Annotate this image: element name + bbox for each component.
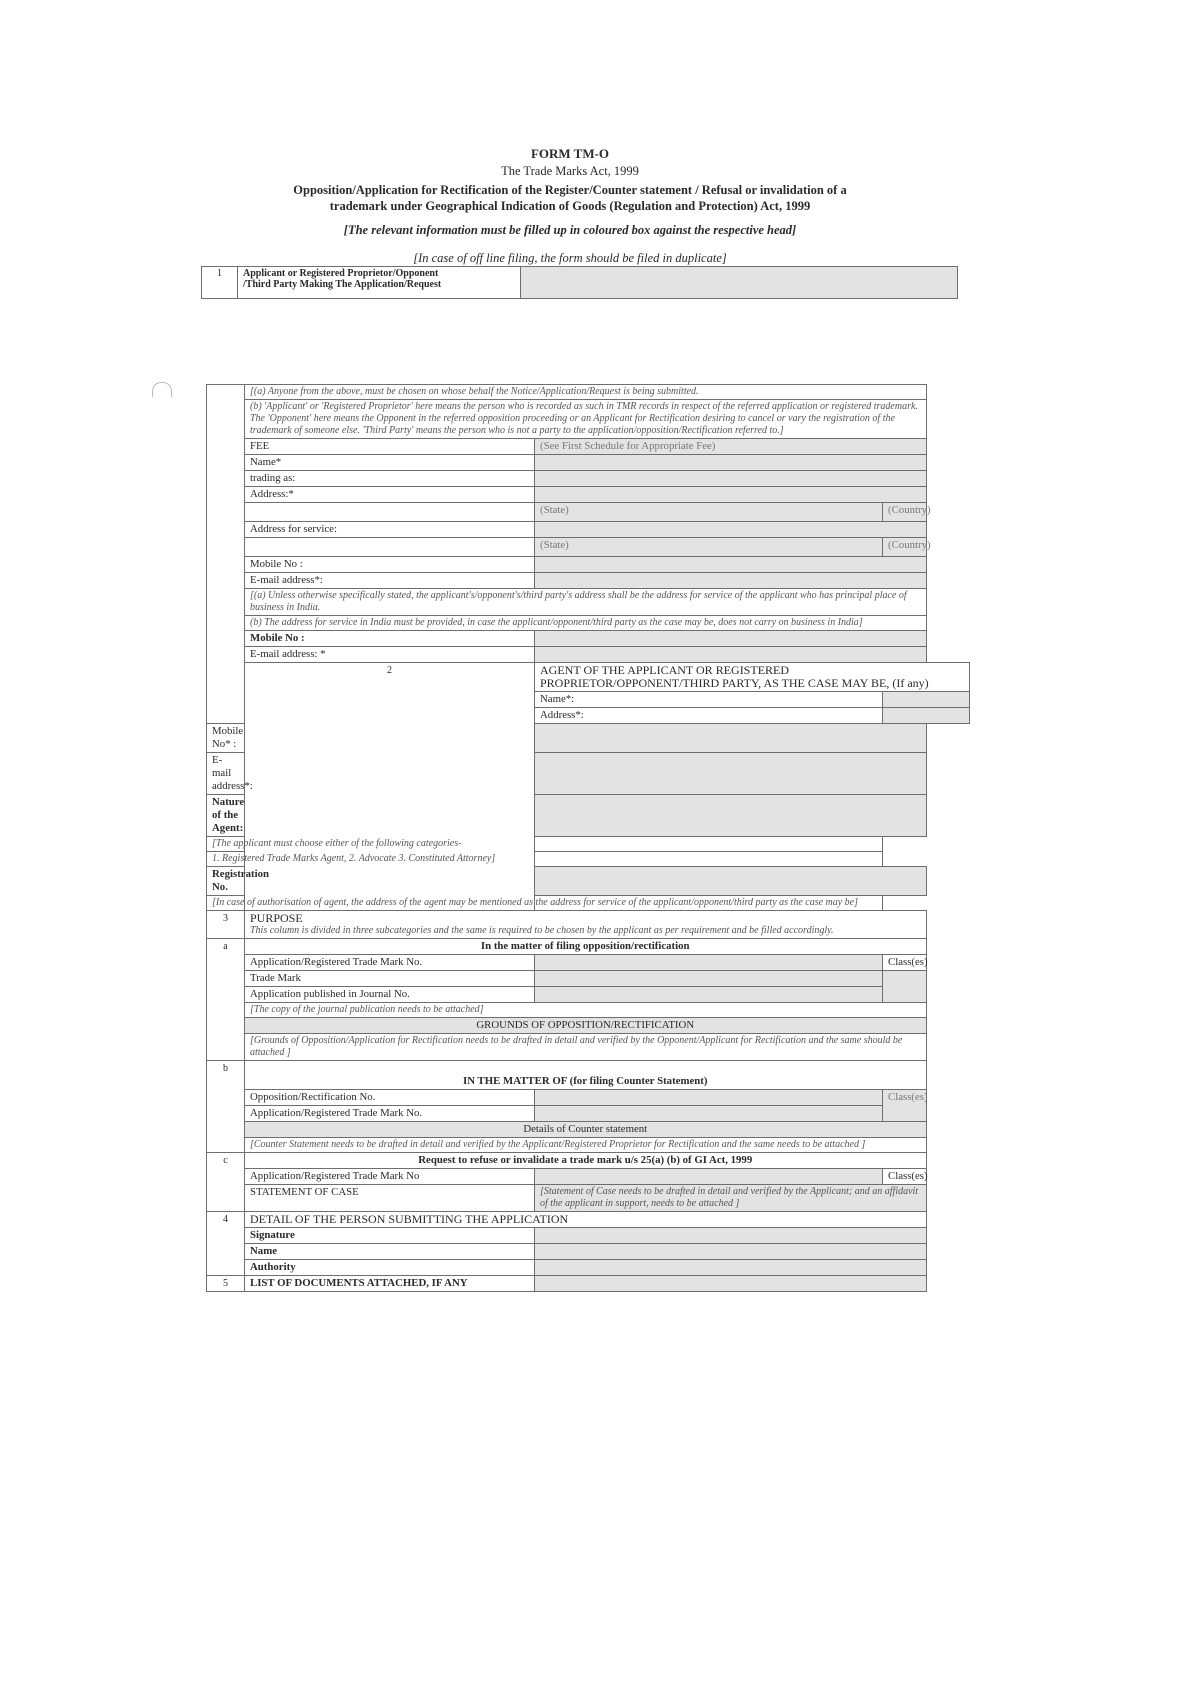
applicant-field[interactable] xyxy=(521,267,958,299)
applicant-label: Applicant or Registered Proprietor/Opponent /Third Party Making The Application/Request xyxy=(238,267,521,299)
section-3c-letter: c xyxy=(207,1153,245,1212)
journal-note: [The copy of the journal publication needs to be attached] xyxy=(245,1003,927,1018)
trading-as-label: trading as: xyxy=(245,471,535,487)
statement-label: STATEMENT OF CASE xyxy=(245,1185,535,1212)
address-field[interactable] xyxy=(535,487,927,503)
counter-opp-no-label: Opposition/Rectification No. xyxy=(245,1090,535,1106)
duplicate-filing-note: [In case of off line filing, the form should be filed in duplicate] xyxy=(413,251,727,265)
opp-app-no-label: Application/Registered Trade Mark No. xyxy=(245,955,535,971)
email-label: E-mail address*: xyxy=(245,573,535,589)
email2-field[interactable] xyxy=(535,647,927,663)
grounds-heading[interactable]: GROUNDS OF OPPOSITION/RECTIFICATION xyxy=(245,1018,927,1034)
opposition-heading: In the matter of filing opposition/rectification xyxy=(245,939,927,955)
agent-name-label: Name*: xyxy=(535,692,883,708)
scan-mark-icon xyxy=(152,382,172,397)
fee-label: FEE xyxy=(245,439,535,455)
purpose-title: PURPOSE xyxy=(250,911,303,925)
counter-details-heading[interactable]: Details of Counter statement xyxy=(245,1122,927,1138)
agent-categories: 1. Registered Trade Marks Agent, 2. Advocate 3. Constituted Attorney] xyxy=(207,852,883,867)
agent-registration-note: [In case of authorisation of agent, the address of the agent may be mentioned as the address for service of the applicant/opponent/third party as the case may be] xyxy=(207,896,883,911)
form-subject: Opposition/Application for Rectification of the Register/Counter statement / Refusal or invalidation of a trademark under Geographical Indication of Goods (Regulation and Protection) Act, 1999 xyxy=(293,183,847,213)
signature-label: Signature xyxy=(245,1228,535,1244)
counter-app-no-field[interactable] xyxy=(535,1106,883,1122)
grounds-note: [Grounds of Opposition/Application for Rectification needs to be drafted in detail and verified by the Opponent/Applicant for Rectification and the same should be attached ] xyxy=(245,1034,927,1061)
authority-label: Authority xyxy=(245,1260,535,1276)
section-1-num-cell xyxy=(207,385,245,724)
refuse-app-no-field[interactable] xyxy=(535,1169,883,1185)
address-service-field[interactable] xyxy=(535,522,927,538)
purpose-note: This column is divided in three subcategories and the same is required to be chosen by the applicant as per requirement and be filled accordingly. xyxy=(250,925,834,936)
address-country-field[interactable]: (Country) xyxy=(883,503,927,522)
refuse-heading: Request to refuse or invalidate a trade mark u/s 25(a) (b) of GI Act, 1999 xyxy=(245,1153,927,1169)
counter-note: [Counter Statement needs to be drafted in detail and verified by the Applicant/Registered Proprietor for Rectification and the same needs to be attached ] xyxy=(245,1138,927,1153)
section-4-number: 4 xyxy=(207,1212,245,1276)
address-service-spacer xyxy=(245,538,535,557)
note-anyone: [(a) Anyone from the above, must be chosen on whose behalf the Notice/Application/Request is being submitted. xyxy=(245,385,927,400)
journal-label: Application published in Journal No. xyxy=(245,987,535,1003)
email-field[interactable] xyxy=(535,573,927,589)
trade-mark-label: Trade Mark xyxy=(245,971,535,987)
submitter-title: DETAIL OF THE PERSON SUBMITTING THE APPLICATION xyxy=(245,1212,927,1228)
agent-nature-note: [The applicant must choose either of the following categories- xyxy=(207,837,883,852)
agent-address-field[interactable] xyxy=(883,708,970,724)
section-3-number: 3 xyxy=(207,911,245,939)
section-1-header-table xyxy=(201,266,958,299)
service-country-field[interactable]: (Country) xyxy=(883,538,927,557)
email2-label: E-mail address: * xyxy=(245,647,535,663)
journal-field[interactable] xyxy=(535,987,883,1003)
mobile2-field[interactable] xyxy=(535,631,927,647)
opp-classes-field[interactable] xyxy=(883,971,927,1003)
opp-app-no-field[interactable] xyxy=(535,955,883,971)
coloured-box-note: [The relevant information must be filled up in coloured box against the respective head] xyxy=(343,223,797,237)
service-state-field[interactable]: (State) xyxy=(535,538,883,557)
mobile2-label: Mobile No : xyxy=(245,631,535,647)
agent-registration-label: Registration No. xyxy=(207,867,245,896)
agent-address-label: Address*: xyxy=(535,708,883,724)
agent-mobile-field[interactable] xyxy=(535,724,927,753)
signature-field[interactable] xyxy=(535,1228,927,1244)
trade-mark-field[interactable] xyxy=(535,971,883,987)
refuse-classes-label: Class(es) xyxy=(883,1169,927,1185)
address-service-label: Address for service: xyxy=(245,522,535,538)
opp-classes-label: Class(es) xyxy=(883,955,927,971)
submitter-name-field[interactable] xyxy=(535,1244,927,1260)
form-main-table xyxy=(206,384,970,1292)
form-title: FORM TM-O xyxy=(530,146,610,161)
mobile-field[interactable] xyxy=(535,557,927,573)
submitter-name-label: Name xyxy=(245,1244,535,1260)
agent-name-field[interactable] xyxy=(883,692,970,708)
agent-nature-label: Nature of the Agent: xyxy=(207,795,245,837)
address-label: Address:* xyxy=(245,487,535,503)
agent-nature-field[interactable] xyxy=(535,795,927,837)
address-state-field[interactable]: (State) xyxy=(535,503,883,522)
note-definitions: (b) 'Applicant' or 'Registered Proprietor' here means the person who is recorded as such in TMR records in respect of the referred application or registered trademark. The 'Opponent' here means the Opponent in the referred opposition proceeding or an Applicant for Rectification desiring to cancel or vary the registration of the trademark of someone else. 'Third Party' means the person who is not a party to the application/opposition/Rectification referred to.] xyxy=(245,400,927,439)
agent-registration-field[interactable] xyxy=(535,867,927,896)
section-3a-letter: a xyxy=(207,939,245,1061)
agent-email-label: E-mail address*: xyxy=(207,753,245,795)
trading-as-field[interactable] xyxy=(535,471,927,487)
agent-title: AGENT OF THE APPLICANT OR REGISTERED PROPRIETOR/OPPONENT/THIRD PARTY, AS THE CASE MAY BE, (If any) xyxy=(535,663,970,692)
statement-field[interactable]: [Statement of Case needs to be drafted in detail and verified by the Applicant; and an affidavit of the applicant in support, needs to be attached ] xyxy=(535,1185,927,1212)
mobile-label: Mobile No : xyxy=(245,557,535,573)
name-field[interactable] xyxy=(535,455,927,471)
agent-email-field[interactable] xyxy=(535,753,927,795)
fee-field[interactable]: (See First Schedule for Appropriate Fee) xyxy=(535,439,927,455)
documents-field[interactable] xyxy=(535,1276,927,1292)
section-2-number: 2 xyxy=(245,663,535,911)
address-spacer xyxy=(245,503,535,522)
counter-opp-no-field[interactable] xyxy=(535,1090,883,1106)
counter-app-no-label: Application/Registered Trade Mark No. xyxy=(245,1106,535,1122)
counter-heading: IN THE MATTER OF (for filing Counter Statement) xyxy=(245,1061,927,1090)
name-label: Name* xyxy=(245,455,535,471)
section-number: 1 xyxy=(202,267,238,299)
documents-label: LIST OF DOCUMENTS ATTACHED, IF ANY xyxy=(245,1276,535,1292)
counter-classes-field[interactable]: Class(es) xyxy=(883,1090,927,1122)
refuse-app-no-label: Application/Registered Trade Mark No xyxy=(245,1169,535,1185)
note-service-a: [(a) Unless otherwise specifically stated, the applicant's/opponent's/third party's address shall be the address for service of the applicant who has principal place of business in India. xyxy=(245,589,927,616)
note-service-b: (b) The address for service in India must be provided, in case the applicant/opponent/third party as the case may be, does not carry on business in India] xyxy=(245,616,927,631)
authority-field[interactable] xyxy=(535,1260,927,1276)
agent-mobile-label: Mobile No* : xyxy=(207,724,245,753)
act-title: The Trade Marks Act, 1999 xyxy=(501,164,639,178)
section-3b-letter: b xyxy=(207,1061,245,1153)
section-5-number: 5 xyxy=(207,1276,245,1292)
purpose-cell xyxy=(245,911,927,939)
